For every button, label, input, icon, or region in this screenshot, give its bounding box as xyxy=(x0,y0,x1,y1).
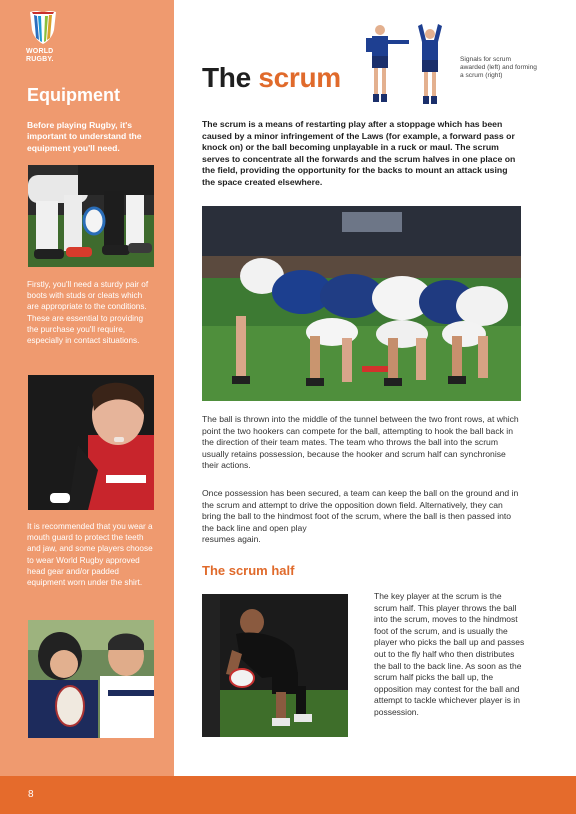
scrum-intro: The scrum is a means of restarting play after a stoppage which has been caused by a minor infringement of the Laws (for example, a forward pass or knock on) or the ball becoming unplayable in a ruck or maul. The scrum serves to concentrate all the forwards and the scrum halves in one place on the field, providing the opportunity for the backs to mount an attack using the space created elsewhere. xyxy=(202,119,516,187)
scrum-paragraph-2 xyxy=(202,488,520,546)
logo-line2: RUGBY. xyxy=(26,56,54,63)
scrum-paragraph-2-a: Once possession has been secured, a team can keep the ball on the ground and in the scrum and attempt to drive the opposition down field. Alternatively, they can bring the ball to the hindmost foot of the scrum, where the ball is then passed into the back line and open play xyxy=(202,488,519,533)
mouthguard-photo xyxy=(28,375,154,510)
boots-paragraph: Firstly, you'll need a sturdy pair of boots with studs or cleats which are appropriate to the conditions. These are essential to providing the purchase you'll require, especially in contact situations. xyxy=(27,280,149,346)
world-rugby-emblem-icon xyxy=(26,8,60,48)
title-accent: scrum xyxy=(258,62,341,93)
headgear-photo xyxy=(28,620,154,738)
referee-caption: Signals for scrum awarded (left) and forming a scrum (right) xyxy=(460,56,537,79)
logo-line1: WORLD xyxy=(26,48,54,55)
scrum-half-photo xyxy=(202,594,348,737)
scrum-paragraph-2-b: resumes again. xyxy=(202,534,261,545)
scrum-paragraph-1: The ball is thrown into the middle of the tunnel between the two front rows, at which point the two hookers can compete for the ball, attempting to hook the ball back in the direction of their team mates. The team who throws the ball into the scrum usually retains possession, because the hooker and scrum half can synchronise their actions. xyxy=(202,414,519,471)
boots-photo xyxy=(28,165,154,267)
page-title xyxy=(202,62,341,94)
sidebar xyxy=(0,0,174,776)
title-plain: The xyxy=(202,62,259,93)
scrum-half-paragraph: The key player at the scrum is the scrum half. This player throws the ball into the scrum, moves to the hindmost foot of the scrum, and is usually the player who picks the ball up and passes out to the fly half who then distributes the ball to the back line. As soon as the scrum half picks the ball up, the opposition may contest for the ball and attempt to tackle whichever player is in possession. xyxy=(374,591,525,717)
equipment-intro: Before playing Rugby, it's important to understand the equipment you'll need. xyxy=(27,120,142,153)
scrum-photo xyxy=(202,206,521,401)
world-rugby-logo xyxy=(26,8,72,72)
page-number: 8 xyxy=(28,789,34,800)
footer-bar xyxy=(0,776,576,814)
referee-signals-photo xyxy=(362,20,454,110)
scrum-half-heading: The scrum half xyxy=(202,563,295,578)
mouthguard-paragraph: It is recommended that you wear a mouth guard to protect the teeth and jaw, and some players choose to wear World Rugby approved head gear and/or padded equipment worn under the shirt. xyxy=(27,522,153,588)
equipment-heading: Equipment xyxy=(27,85,120,105)
